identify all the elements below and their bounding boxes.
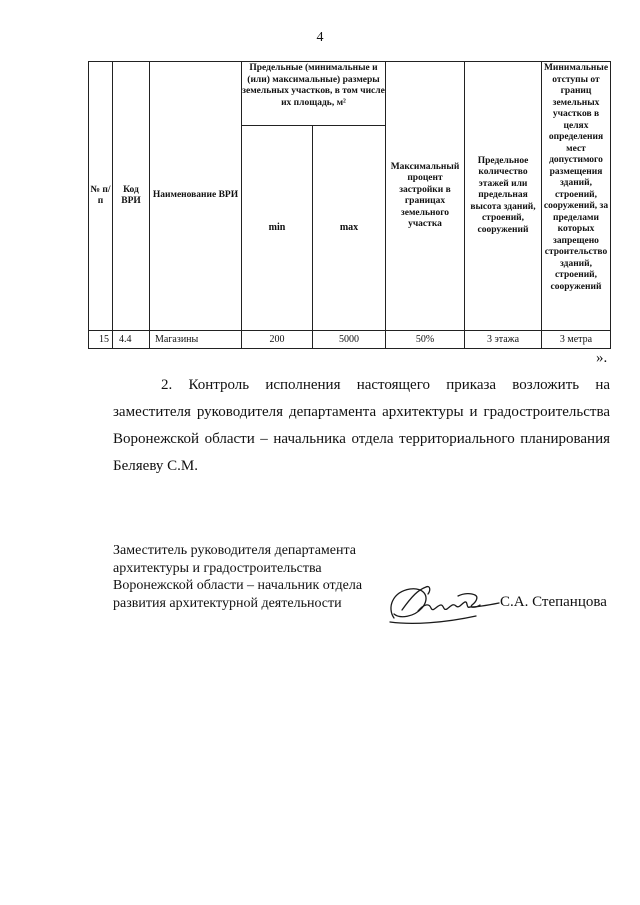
cell-name: Магазины (150, 331, 242, 349)
land-use-parameters-table (88, 61, 611, 349)
header-max-floors: Предельное количество этажей или предельная высота зданий, строений, сооружений (465, 62, 542, 331)
cell-max: 5000 (313, 331, 386, 349)
header-max: max (313, 126, 386, 331)
signer-name: С.А. Степанцова (500, 594, 607, 610)
order-paragraph: 2. Контроль исполнения настоящего приказа возложить на заместителя руководителя департамента архитектуры и градостроительства Воронежской области – начальника отдела территориального планирования Беляеву С.М. (113, 377, 610, 474)
handwritten-signature (384, 578, 502, 630)
header-name: Наименование ВРИ (150, 62, 242, 331)
header-max-building-percent: Максимальный процент застройки в границах земельного участка (386, 62, 465, 331)
signer-position-line: Заместитель руководителя департамента (113, 543, 356, 558)
cell-code: 4.4 (113, 331, 150, 349)
signer-position (113, 542, 383, 612)
cell-number: 15 (89, 331, 113, 349)
signer-position-line: архитектуры и градостроительства (113, 560, 322, 576)
header-plot-size: Предельные (минимальные и (или) максимальные) размеры земельных участков, в том числе их площадь, м² (242, 62, 386, 126)
header-code: Код ВРИ (113, 62, 150, 331)
header-number: № п/п (89, 62, 113, 331)
cell-min: 200 (242, 331, 313, 349)
closing-quote: ». (596, 350, 608, 366)
header-min: min (242, 126, 313, 331)
page-number: 4 (316, 30, 324, 45)
header-min-indent: Минимальные отступы от границ земельных участков в целях определения мест допустимого размещения зданий, строений, сооружений, за пределами которых запрещено строительство зданий, строений, сооружений (542, 62, 611, 331)
signer-position-line: Воронежской области – начальник отдела (113, 578, 363, 593)
signer-position-line: развития архитектурной деятельности (113, 595, 342, 611)
table-row (89, 331, 611, 349)
cell-indent: 3 метра (542, 331, 611, 349)
cell-floors: 3 этажа (465, 331, 542, 349)
cell-percent: 50% (386, 331, 465, 349)
